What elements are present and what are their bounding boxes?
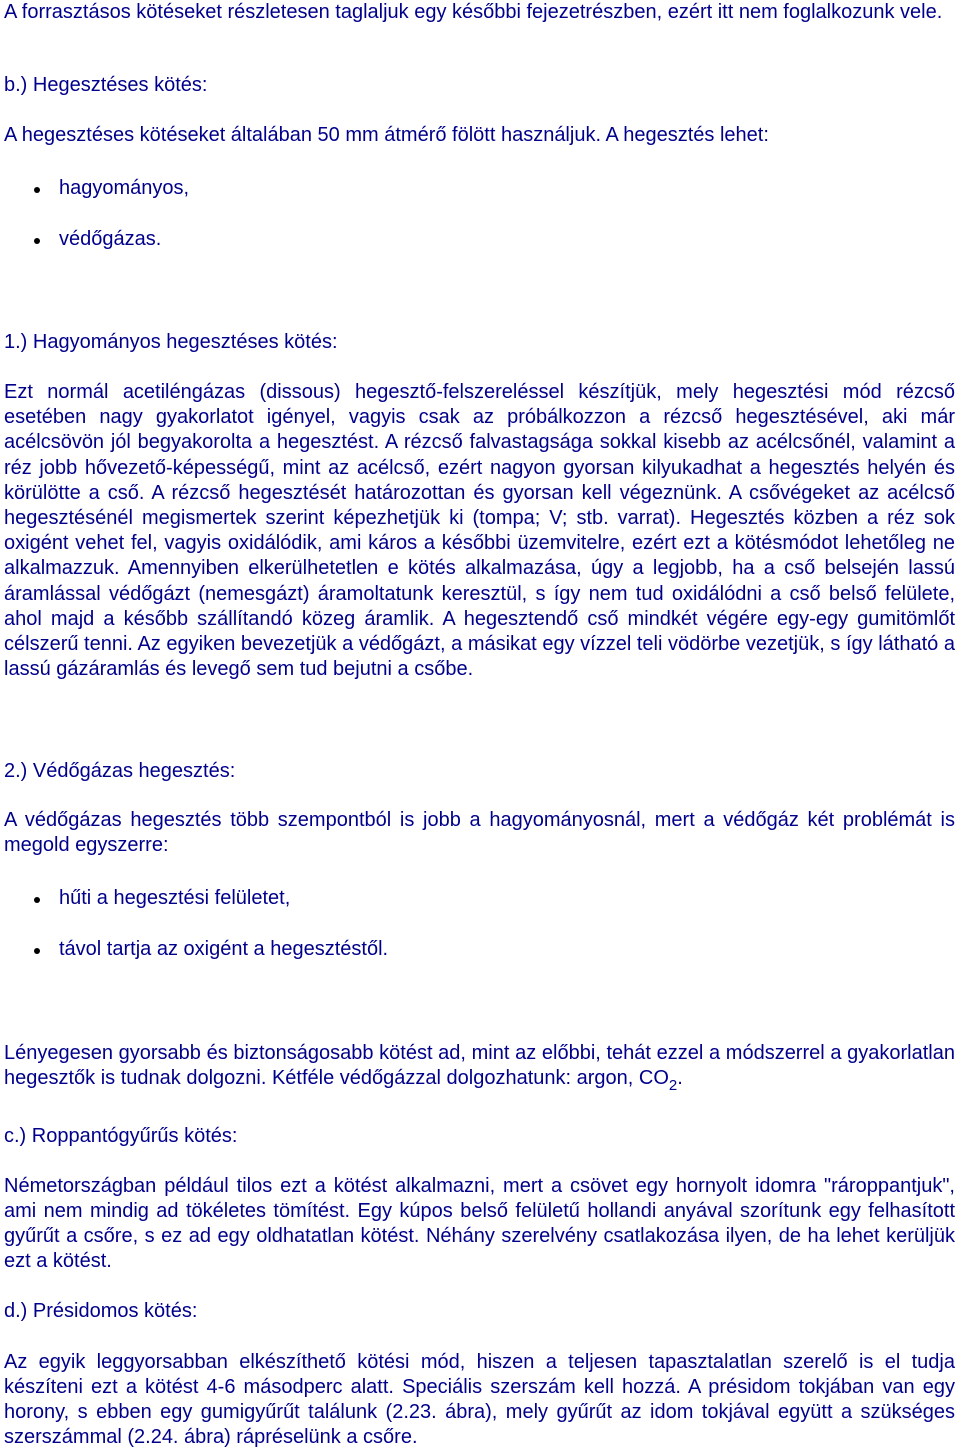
bullet-icon (34, 187, 40, 193)
sub2-heading: 2.) Védőgázas hegesztés: (4, 760, 236, 782)
bullet-icon (34, 238, 40, 244)
list-item-text: védőgázas. (59, 228, 162, 250)
list-item-text: hűti a hegesztési felületet, (59, 887, 291, 909)
sub1-heading: 1.) Hagyományos hegesztéses kötés: (4, 331, 338, 353)
intro-paragraph: A forrasztásos kötéseket részletesen taglaljuk egy későbbi fejezetrészben, ezért itt nem foglalkozunk vele. (4, 1, 943, 23)
sub2-paragraph (4, 1041, 955, 1094)
section-c-heading: c.) Roppantógyűrűs kötés: (4, 1125, 238, 1147)
sub1-paragraph: Ezt normál acetiléngázas (dissous) hegesztő-felszereléssel készítjük, mely hegesztési mód rézcső esetében nagy gyakorlatot igényel, vagyis csak az próbálkozzon a rézcső hegesztésével, aki már acélcsövön jól begyakorolta a hegesztést. A rézcső falvastagsága sokkal kisebb az acélcsőnél, valamint a réz jobb hővezető-képességű, mint az acélcső, ezért nagyon gyorsan kilyukadhat a hegesztés helyén és körülötte a cső. A rézcső hegesztését határozottan és gyorsan kell végeznünk. A csővégeket az acélcső hegesztésénél megismertek szerint képezhetjük ki (tompa; V; stb. varrat). Hegesztés közben a réz sok oxigént vehet fel, vagyis oxidálódik, ami káros a későbbi üzemvitelre, ezért ezt a kötésmódot lehetőleg ne alkalmazzuk. Amennyiben elkerülhetetlen e kötés alkalmazása, úgy a legjobb, ha a cső belsején lassú áramlással védőgázt (nemesgázt) áramoltatunk keresztül, s így nem tud oxidálódni a cső belső felülete, ahol majd a később szállítandó közeg áramlik. A hegesztendő cső mindkét végére egy-egy gumitömlőt célszerű tenni. Az egyiken bevezetjük a védőgázt, a másikat egy vízzel teli vödörbe vezetjük, s így látható a lassú gázáramlás és levegő sem tud bejutni a csőbe. (4, 381, 955, 681)
section-b-intro: A hegesztéses kötéseket általában 50 mm átmérő fölött használjuk. A hegesztés lehet: (4, 124, 769, 146)
bullet-icon (34, 948, 40, 954)
list-item-text: hagyományos, (59, 177, 190, 199)
section-d-paragraph: Az egyik leggyorsabban elkészíthető kötési mód, hiszen a teljesen tapasztalatlan szerelő is el tudja készíteni ezt a kötést 4-6 másodperc alatt. Speciális szerszám kell hozzá. A présidom tokjában van egy horony, s ebben egy gumigyűrűt találunk (2.23. ábra), mely gyűrűt az idom tokjával együtt a szükséges szerszámmal (2.24. ábra) rápréselünk a csőre. (4, 1351, 955, 1448)
sub2-paragraph-text: Lényegesen gyorsabb és biztonságosabb kötést ad, mint az előbbi, tehát ezzel a módszerrel a gyakorlatlan hegesztők is tudnak dolgozni. Kétféle védőgázzal dolgozhatunk: argon, CO (4, 1042, 955, 1089)
sub2-intro: A védőgázas hegesztés több szempontból is jobb a hagyományosnál, mert a védőgáz két problémát is megold egyszerre: (4, 809, 955, 856)
section-b-heading: b.) Hegesztéses kötés: (4, 74, 208, 96)
bullet-icon (34, 897, 40, 903)
co2-subscript: 2 (668, 1077, 678, 1094)
section-c-paragraph: Németországban például tilos ezt a kötést alkalmazni, mert a csövet egy hornyolt idomra "rároppantjuk", ami nem mindig ad tökéletes tömítést. Egy kúpos belső felületű hollandi anyával szorítunk egy felhasított gyűrűt a csőre, s ez ad egy oldhatatlan kötést. Néhány szerelvény csatlakozása ilyen, de ha lehet kerüljük ezt a kötést. (4, 1175, 955, 1272)
section-d-heading: d.) Présidomos kötés: (4, 1300, 198, 1322)
sub2-paragraph-end: . (677, 1067, 683, 1089)
list-item-text: távol tartja az oxigént a hegesztéstől. (59, 938, 389, 960)
